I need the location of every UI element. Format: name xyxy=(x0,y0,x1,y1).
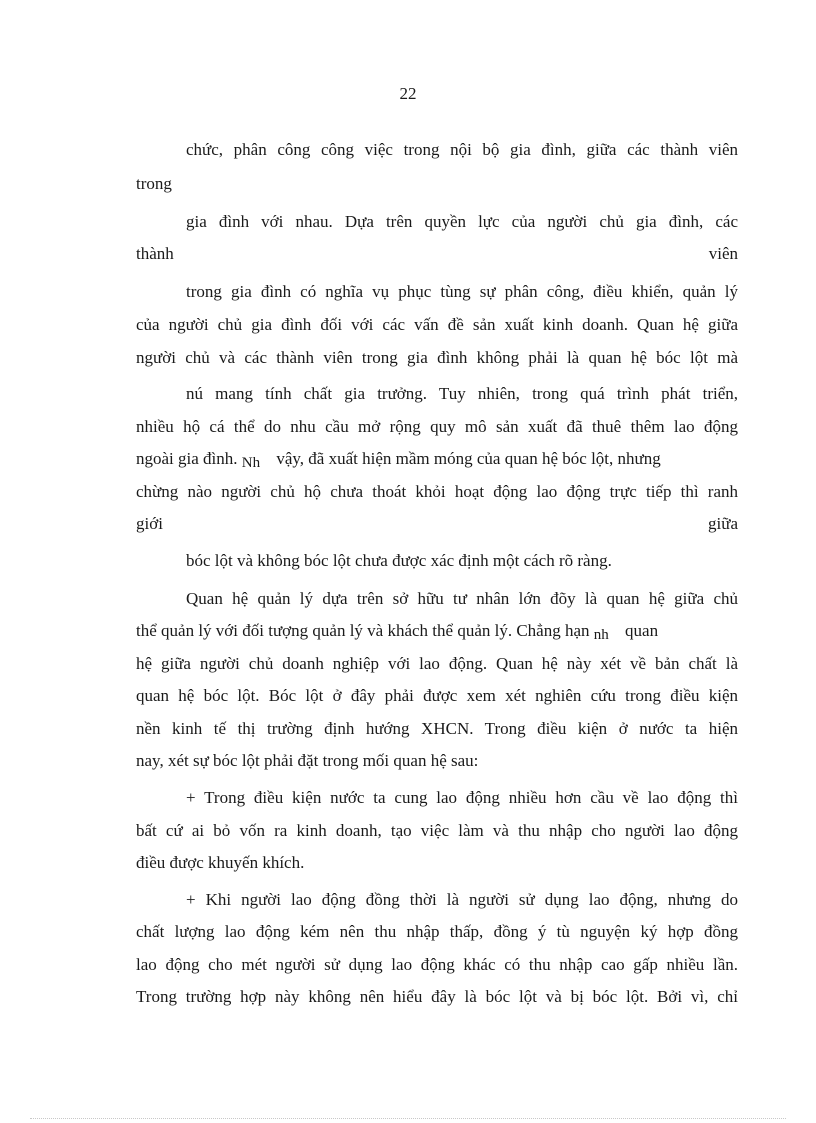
text-line: lao động cho mét người sử dụng lao động khác có thu nhập cao gấp nhiều lần. xyxy=(136,955,738,974)
text-line: + Khi người lao động đồng thời là người sử dụng lao động, nhưng do xyxy=(186,890,738,909)
text-line xyxy=(136,448,738,471)
page-number: 22 xyxy=(399,84,417,103)
text-line: quan hệ bóc lột. Bóc lột ở đây phải được xem xét nghiên cứu trong điều kiện xyxy=(136,686,738,705)
text-word: ngoài gia đình. xyxy=(136,449,238,468)
text-word: giới xyxy=(136,514,163,533)
text-line: trong gia đình có nghĩa vụ phục tùng sự phân công, điều khiển, quản lý xyxy=(186,282,738,301)
text-line: bất cứ ai bỏ vốn ra kinh doanh, tạo việc làm và thu nhập cho người lao động xyxy=(136,821,738,840)
text-line: nay, xét sự bóc lột phải đặt trong mối quan hệ sau: xyxy=(136,751,479,770)
text-line: điều được khuyến khích. xyxy=(136,853,305,872)
text-line: người chủ và các thành viên trong gia đình không phải là quan hệ bóc lột mà xyxy=(136,348,738,367)
text-line: hệ giữa người chủ doanh nghiệp với lao động. Quan hệ này xét về bản chất là xyxy=(136,654,738,673)
text-line: nhiều hộ cá thể do nhu cầu mở rộng quy mô sản xuất đã thuê thêm lao động xyxy=(136,417,738,436)
text-line: Quan hệ quản lý dựa trên sở hữu tư nhân lớn đõy là quan hệ giữa chủ xyxy=(186,589,738,608)
text-word: thể quản lý với đối tượng quản lý và khách thể quản lý. Chẳng hạn xyxy=(136,621,590,640)
text-word: Nh xyxy=(241,455,261,471)
text-word: quan xyxy=(625,621,659,640)
text-line: chừng nào người chủ hộ chưa thoát khỏi hoạt động lao động trực tiếp thì ranh xyxy=(136,482,738,501)
text-word: nh xyxy=(593,627,609,643)
text-word: thành xyxy=(136,244,174,263)
text-word: vậy, đã xuất hiện mầm móng của quan hệ bóc lột, nhưng xyxy=(276,449,661,468)
text-line: nú mang tính chất gia trưởng. Tuy nhiên, trong quá trình phát triển, xyxy=(186,384,738,403)
text-line: Trong trường hợp này không nên hiểu đây là bóc lột và bị bóc lột. Bởi vì, chỉ xyxy=(136,987,738,1006)
text-line: bóc lột và không bóc lột chưa được xác định một cách rõ ràng. xyxy=(186,551,612,570)
text-line: chức, phân công công việc trong nội bộ gia đình, giữa các thành viên xyxy=(186,140,738,159)
text-line: + Trong điều kiện nước ta cung lao động nhiều hơn cầu về lao động thì xyxy=(186,788,738,807)
text-line xyxy=(136,620,738,643)
footer-divider xyxy=(30,1118,786,1119)
text-line: chất lượng lao động kém nên thu nhập thấp, đồng ý tù nguyện ký hợp đồng xyxy=(136,922,738,941)
text-line: gia đình với nhau. Dựa trên quyền lực của người chủ gia đình, các xyxy=(186,212,738,231)
text-line: nền kinh tế thị trường định hướng XHCN. Trong điều kiện ở nước ta hiện xyxy=(136,719,738,738)
text-line xyxy=(136,243,738,265)
text-word: giữa xyxy=(708,514,738,533)
text-line: của người chủ gia đình đối với các vấn đề sản xuất kinh doanh. Quan hệ giữa xyxy=(136,315,738,334)
text-word: viên xyxy=(708,244,738,263)
text-line xyxy=(136,513,738,535)
text-line: trong xyxy=(136,174,172,193)
